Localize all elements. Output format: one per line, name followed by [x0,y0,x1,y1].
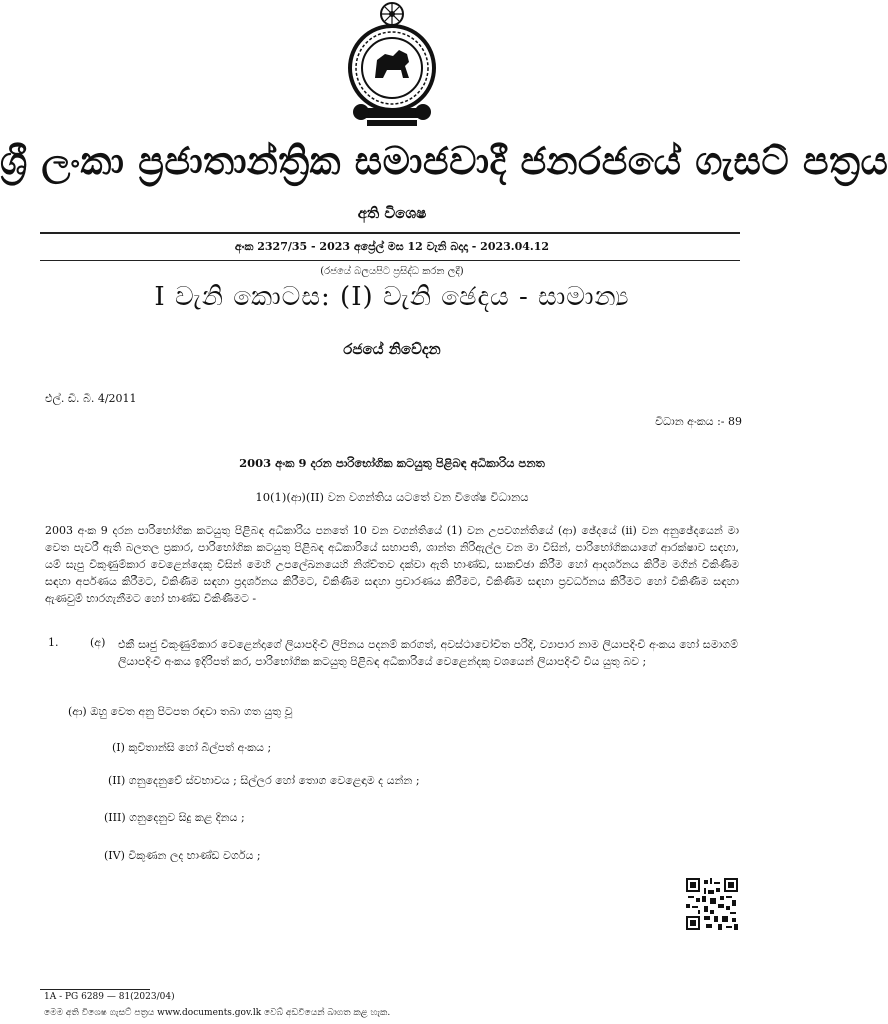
divider [40,260,740,261]
issue-line: අංක 2327/35 - 2023 අප්‍රේල් මස 12 වැනි බදාදා - 2023.04.12 [234,240,550,253]
divider [40,232,740,234]
order-number: විධාන අංකය :- 89 [655,415,742,428]
section-title: රජයේ නිවේදන [343,340,441,358]
footer-divider [40,989,150,990]
qr-code-icon[interactable] [686,878,738,930]
reference-number: එල්. ඩී. බී. 4/2011 [45,392,137,405]
clause-number: 1. [48,636,59,649]
gazette-title: ශ්‍රී ලංකා ප්‍රජාතාන්ත්‍රික සමාජවාදී ජනරජයේ ගැසට් පත්‍රය [0,138,888,183]
authority-note: (රජයේ බලයපිට ප්‍රසිද්ධ කරන ලදී) [320,266,464,277]
gazette-subtitle: අති විශෙෂ [357,204,427,222]
clause-a-label: (අ) [90,636,106,649]
act-title: 2003 අංක 9 දරන පාරිභෝගික කටයුතු පිළිබඳ අධිකාරිය පනත [239,456,545,470]
print-code: 1A - PG 6289 — 81(2023/04) [44,992,175,1002]
state-emblem-icon [337,0,447,132]
part-title: I වැනි කොටස: (I) වැනි ඡෙදය - සාමාන්‍ය [154,282,630,312]
clause-b-text: (ආ) ඔහු වෙත අනු පිටපත රඳවා තබා ගත යුතු වූ [68,705,293,718]
list-item: (III) ගනුදෙනුව සිදු කළ දිනය ; [104,811,245,824]
intro-paragraph: 2003 අංක 9 දරන පාරිභෝගික කටයුතු පිළිබඳ අධිකාරිය පනතේ 10 වන වගන්තියේ (1) වන උපවගන්තියේ (ආ) ඡේදයේ (ii) වන අනුඡේදයෙන් මා වෙත පැවරී ඇති බලතල ප්‍රකාර, පාරිභෝගික කටයුතු පිළිබඳ අධිකාරියේ සභාපති, ශාන්ත නිරිඇල්ල වන මා විසින්, පාරිභෝගිකයාගේ ආරක්ෂාව සඳහා, යම් සැපු විකුණුම්කාර වෙළෙන්දෙකු විසින් මෙහි උපලේඛනයෙහි නිශ්චිතව දක්වා ඇති භාණ්ඩ, සාකච්ඡා කිරීම හෝ ආදර්ශනය කිරීම මගින් විකිණීම සඳහා අර්පණය කිරීමට, විකිණීම සඳහා ප්‍රදර්ශනය කිරීමට, විකිණීම සඳහා ප්‍රචාරණය කිරීමට, විකිණීම සඳහා ප්‍රවර්ධනය කිරීමට හෝ විකිණීම සඳහා ඇණවුම් භාරගැනීමට හෝ භාණ්ඩ විකිණීමට - [45,524,739,605]
clause-a-text: එකී සෘජු විකුණුම්කාර වෙළෙන්දාගේ ලියාපදිංචි ලිපිනය පදනම් කරගත්, අවස්ථාවෝචිත පරිදි, ව්‍යාපාර නාම ලියාපදිංචි අංකය හෝ සමාගම් ලියාපදිංචි අංකය ඉදිරිපත් කර, පාරිභෝගික කටයුතු පිළිබඳ අධිකාරියේ වෙළෙන්දකු වශයෙන් ලියාපදිංචි විය යුතු බව ; [118,638,738,668]
list-item: (IV) විකුණන ලද භාණ්ඩ වර්ගය ; [104,849,261,862]
list-item: (I) කුවිතාන්සි හෝ බිල්පත් අංකය ; [112,741,272,754]
download-note: මෙම අති විශෙෂ ගැසට් පත්‍රය www.documents.gov.lk වෙබ් අඩවියෙන් බාගත කළ හැක. [44,1008,391,1018]
regulation-title: 10(1)(ආ)(II) වන වගන්තිය යටතේ වන විශේෂ විධානය [255,490,529,504]
list-item: (II) ගනුදෙනුවේ ස්වභාවය ; සිල්ලර හෝ තොග වෙළෙඳාම ද යන්න ; [108,774,420,787]
